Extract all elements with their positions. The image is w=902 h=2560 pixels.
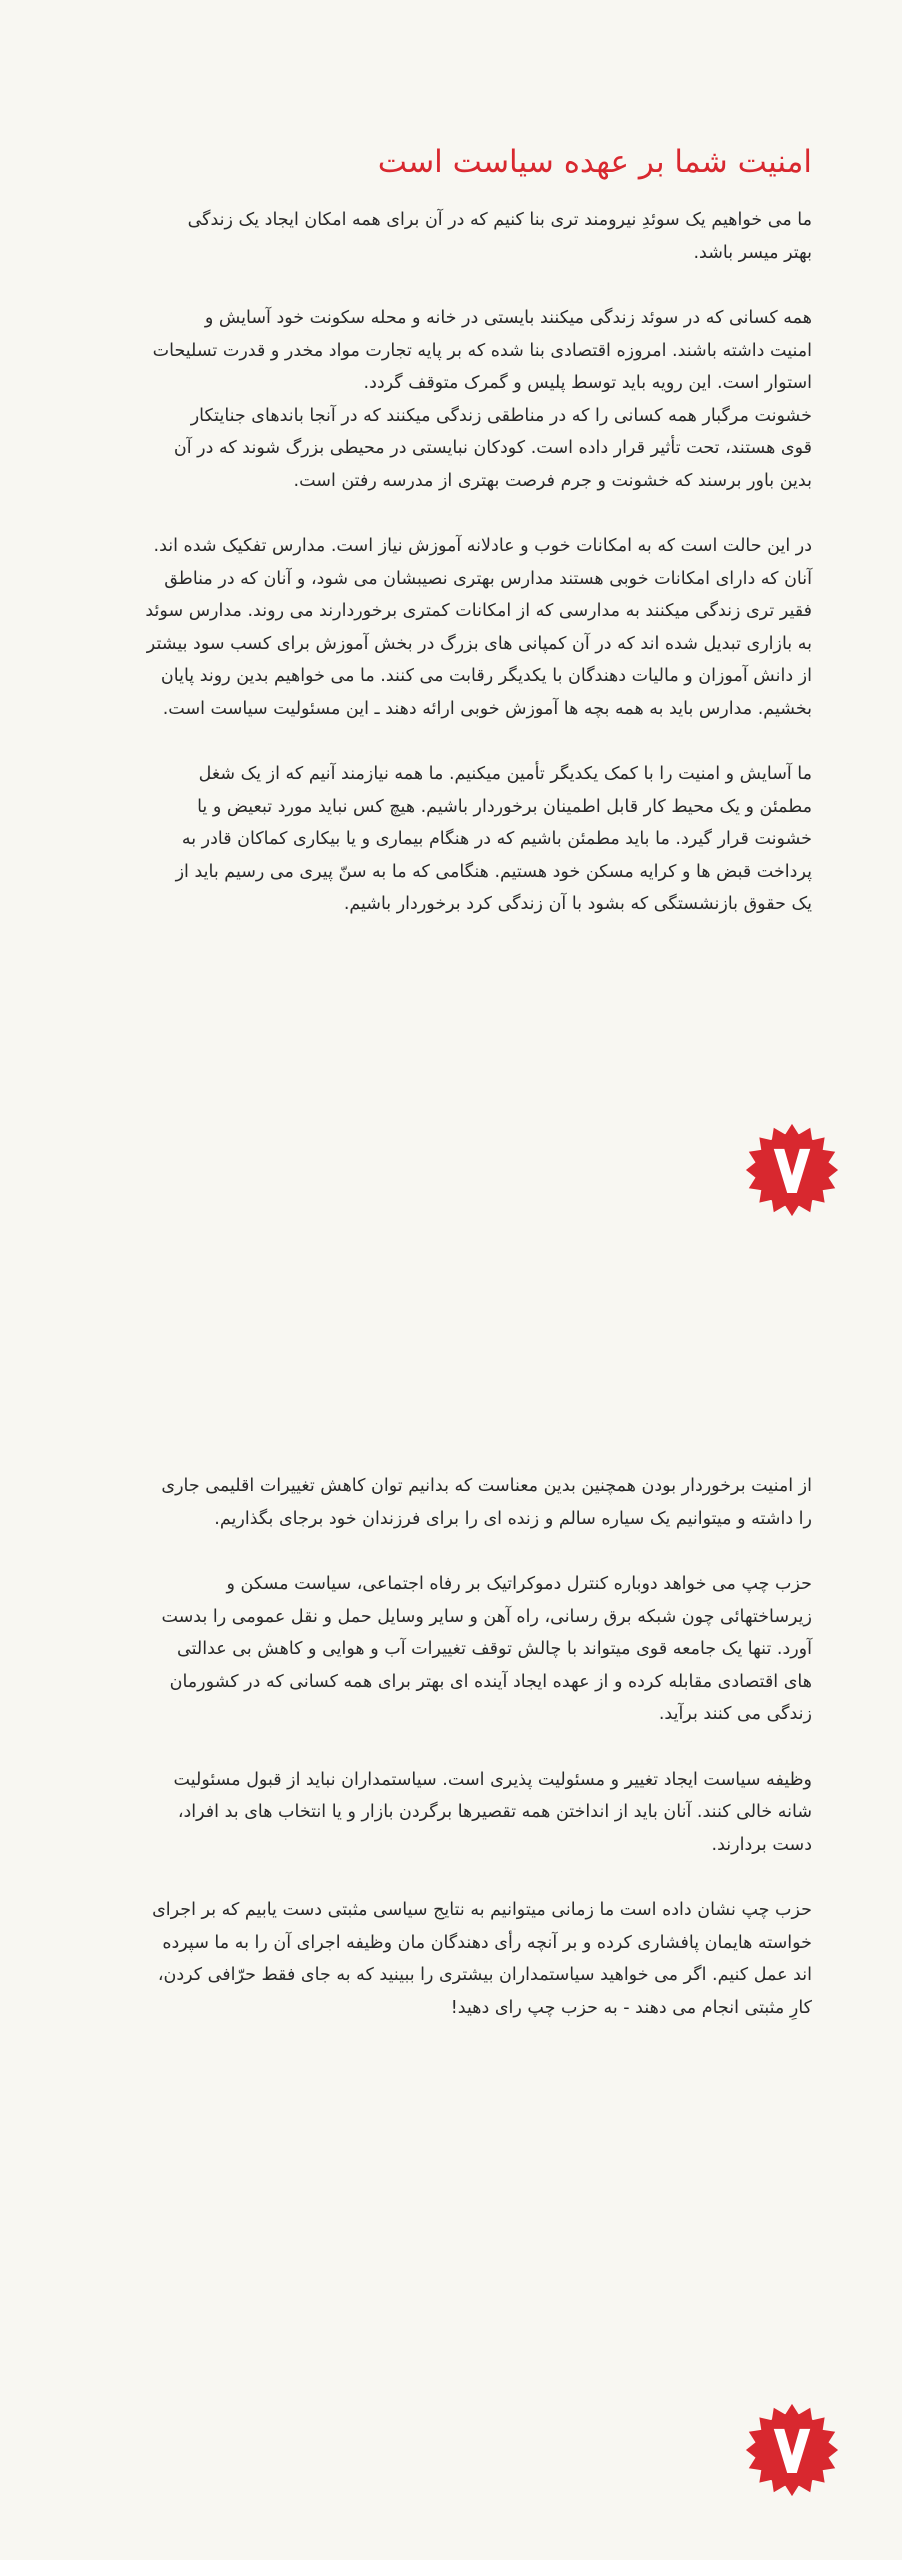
text-line: کارِ مثبتی انجام می دهند - به حزب چپ رای دهید! bbox=[450, 1997, 812, 2018]
text-line: دست بردارند. bbox=[711, 1834, 812, 1855]
text-line: آنان که دارای امکانات خوبی هستند مدارس بهتری نصیبشان می شود، و آنان که در مناطق bbox=[164, 568, 812, 589]
text-line: را داشته و میتوانیم یک سیاره سالم و زنده ای را برای فرزندان خود برجای بگذاریم. bbox=[214, 1508, 812, 1529]
text-line: ما می خواهیم یک سوئدِ نیرومند تری بنا کنیم که در آن برای همه امکان ایجاد یک زندگی bbox=[187, 210, 812, 230]
paragraph-4 bbox=[80, 758, 812, 921]
text-line: زندگی می کنند برآید. bbox=[658, 1704, 812, 1724]
text-line: شانه خالی کنند. آنان باید از انداختن همه تقصیرها برگردن بازار و یا انتخاب های بد افراد، bbox=[177, 1802, 812, 1822]
page-title: امنیت شما بر عهده سیاست است bbox=[377, 144, 812, 180]
text-line: خواسته هایمان پافشاری کرده و بر آنچه رأی دهندگان مان وظیفه اجرای آن را به ما سپرده bbox=[162, 1932, 812, 1953]
text-line: آورد. تنها یک جامعه قوی میتواند با چالش توقف تغییرات آب و هوایی و کاهش بی عدالتی bbox=[177, 1639, 812, 1659]
text-line: همه کسانی که در سوئد زندگی میکنند بایستی در خانه و محله سکونت خود آسایش و bbox=[204, 308, 812, 328]
text-line: استوار است. این رویه باید توسط پلیس و گمرک متوقف گردد. bbox=[363, 373, 812, 393]
text-line: خشونت مرگبار همه کسانی را که در مناطقی زندگی میکنند که در آنجا باندهای جنایتکار bbox=[190, 405, 812, 426]
paragraph-1 bbox=[80, 204, 812, 269]
text-line: مطمئن و یک محیط کار قابل اطمینان برخوردار باشیم. هیچ کس نباید مورد تبعیض و یا bbox=[197, 796, 812, 817]
text-line: های اقتصادی مقابله کرده و از عهده ایجاد آینده ای بهتر برای همه کسانی که در کشورمان bbox=[169, 1671, 812, 1692]
text-line: اند عمل کنیم. اگر می خواهید سیاستمداران بیشتری را ببینید که به جای فقط حرّافی کردن، bbox=[157, 1965, 812, 1985]
text-line: بخشیم. مدارس باید به همه بچه ها آموزش خوبی ارائه دهند ـ این مسئولیت سیاست است. bbox=[162, 698, 812, 719]
text-line: در این حالت است که به امکانات خوب و عادلانه آموزش نیاز است. مدارس تفکیک شده اند. bbox=[153, 536, 812, 556]
text-line: ما آسایش و امنیت را با کمک یکدیگر تأمین میکنیم. ما همه نیازمند آنیم که از یک شغل bbox=[198, 764, 812, 784]
logo-disc bbox=[756, 2414, 829, 2487]
text-line: خشونت قرار گیرد. ما باید مطمئن باشیم که در هنگام بیماری و یا بیکاری کماکان قادر به bbox=[181, 829, 812, 849]
text-line: یک حقوق بازنشستگی که بشود با آن زندگی کرد برخوردار باشیم. bbox=[343, 894, 812, 914]
page-2 bbox=[0, 1280, 902, 2560]
text-line: بدین باور برسند که خشونت و جرم فرصت بهتری از مدرسه رفتن است. bbox=[293, 470, 812, 491]
paragraph-6 bbox=[80, 1568, 812, 1731]
vansterpartiet-v-logo-icon bbox=[744, 2402, 840, 2498]
logo-disc bbox=[756, 1134, 829, 1207]
text-line: قوی هستند، تحت تأثیر قرار داده است. کودکان نبایستی در محیطی بزرگ شوند که در آن bbox=[173, 438, 812, 458]
text-line: حزب چپ می خواهد دوباره کنترل دموکراتیک بر رفاه اجتماعی، سیاست مسکن و bbox=[226, 1574, 812, 1594]
text-line: از امنیت برخوردار بودن همچنین بدین معناست که بدانیم توان کاهش تغییرات اقلیمی جاری bbox=[161, 1476, 812, 1496]
text-line: پرداخت قبض ها و کرایه مسکن خود هستیم. هنگامی که ما به سنّ پیری می رسیم باید از bbox=[175, 861, 812, 882]
vansterpartiet-v-logo-icon bbox=[744, 1122, 840, 1218]
paragraph-3 bbox=[80, 530, 812, 725]
paragraph-5 bbox=[80, 1470, 812, 1535]
text-line: وظیفه سیاست ایجاد تغییر و مسئولیت پذیری است. سیاستمداران نباید از قبول مسئولیت bbox=[173, 1769, 812, 1790]
text-line: زیرساختهائی چون شبکه برق رسانی، راه آهن و سایر وسایل حمل و نقل عمومی را بدست bbox=[161, 1606, 812, 1627]
text-line: فقیر تری زندگی میکنند به مدارسی که از امکانات کمتری برخوردارند می روند. مدارس سوئد bbox=[145, 601, 812, 621]
text-line: به بازاری تبدیل شده اند که در آن کمپانی های بزرگ در بخش آموزش برای کسب سود بیشتر bbox=[146, 633, 812, 654]
paragraph-2 bbox=[80, 302, 812, 497]
paragraph-8 bbox=[80, 1894, 812, 2024]
text-line: امنیت داشته باشند. امروزه اقتصادی بنا شده که بر پایه تجارت مواد مخدر و قدرت تسلیحات bbox=[152, 340, 812, 361]
page-1-content bbox=[80, 140, 812, 954]
paragraph-7 bbox=[80, 1764, 812, 1862]
text-line: بهتر میسر باشد. bbox=[693, 242, 812, 263]
text-line: از دانش آموزان و مالیات دهندگان با یکدیگر رقابت می کنند. ما می خواهیم بدین روند پایان bbox=[160, 666, 812, 686]
page-2-content bbox=[80, 1470, 812, 2057]
text-line: حزب چپ نشان داده است ما زمانی میتوانیم به نتایج سیاسی مثبتی دست یابیم که بر اجرای bbox=[152, 1900, 812, 1920]
